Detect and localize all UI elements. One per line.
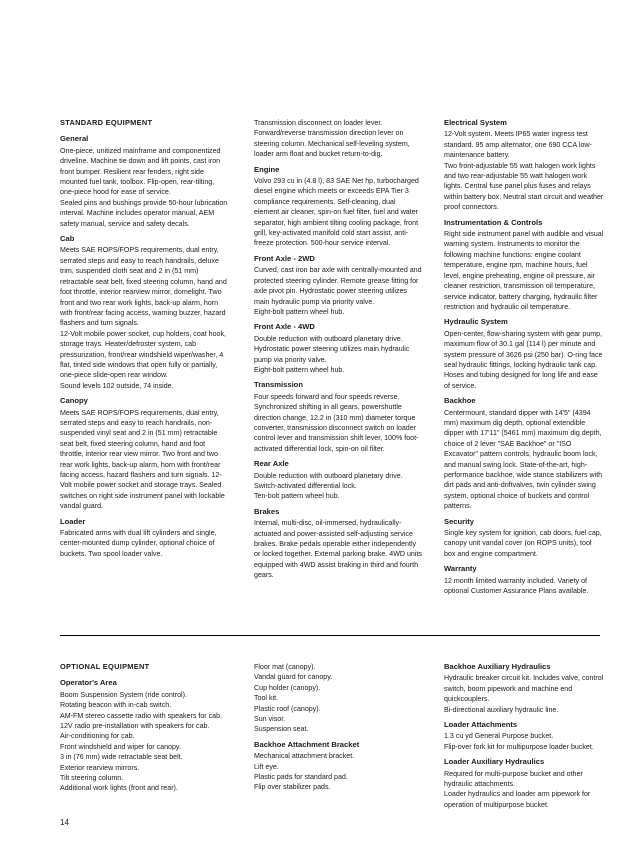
section-text: 12-Volt system. Meets IP65 water ingress test standard. 95 amp alternator, one 690 CCA low-maintenance battery. Two front-adjustable 55 watt halogen work lights and two rear-adjustable 55 watt halogen work lights. Central fuse panel plus fuses and relays within battery box. Neutral start circuit and weather proof connectors. bbox=[444, 130, 604, 212]
section-text: Open-center, flow-sharing system with gear pump, maximum flow of 30.1 gal (114 l) per minute and system pressure of 3626 psi (250 bar). O-ring face seal hydraulic fittings, locking hydraulic tank cap. Hoses and tubing designed for long life and ease of service. bbox=[444, 329, 603, 390]
standard-equipment-column-3 bbox=[444, 118, 604, 596]
section-text: Right side instrument panel with audible and visual warning system. Instruments to monitor the following machine functions: engine coolant temperature, engine rpm, machine hours, fuel level, engine preheating, engine oil pressure, air cleaner restriction, transmission oil temperature, service indicator, battery charging, hydraulic filter restriction and hydraulic oil temperature. bbox=[444, 230, 604, 311]
section-heading: Instrumentation & Controls bbox=[444, 217, 543, 227]
section-heading: Backhoe Attachment Bracket bbox=[254, 739, 360, 749]
standard-equipment-column-1 bbox=[60, 118, 228, 559]
section-text: Internal, multi-disc, oil-immersed, hydraulically-actuated and power-assisted self-adjusting service brakes. Brake pedals operable either independently or locked together. External parking brake. 4WD units equipped with 4WD assist braking in third and fourth gears. bbox=[254, 519, 422, 580]
section-text: Volvo 293 cu in (4.8 l), 83 SAE Net hp, turbocharged diesel engine which meets or exceeds EPA Tier 3 compliance requirements. Self-cleaning, dual element air cleaner, spin-on fuel filter, fuel and water separator, high ambient tilting cooling package, front grill, key-activated manifold cold start assist, anti-freeze protection. 500-hour service interval. bbox=[254, 177, 419, 248]
standard-equipment-title: STANDARD EQUIPMENT bbox=[60, 118, 153, 127]
section-text: Single key system for ignition, cab doors, fuel cap, canopy unit vandal cover (on ROPS units), tool box and engine compartment. bbox=[444, 529, 602, 558]
section-heading: Brakes bbox=[254, 506, 280, 516]
section-text: Double reduction with outboard planetary drive. Switch-activated differential lock. Ten-bolt pattern wheel hub. bbox=[254, 471, 403, 501]
section-divider bbox=[60, 635, 600, 636]
section-heading: Loader Attachments bbox=[444, 720, 518, 730]
section-text: Hydraulic breaker circuit kit. Includes valve, control switch, boom pipework and machine end quickcouplers. Bi-directional auxiliary hydraulic line. bbox=[444, 674, 604, 714]
page-number: 14 bbox=[60, 818, 69, 827]
section-heading: Cab bbox=[60, 234, 75, 244]
section-heading: Engine bbox=[254, 164, 280, 174]
section-heading: Warranty bbox=[444, 564, 477, 574]
section-heading: Hydraulic System bbox=[444, 317, 508, 327]
section-text: Double reduction with outboard planetary drive. Hydrostatic power steering utilizes main hydraulic pump via priority valve. Eight-bolt pattern wheel hub. bbox=[254, 334, 410, 374]
section-heading: Canopy bbox=[60, 396, 88, 406]
section-text: Boom Suspension System (ride control). Rotating beacon with in-cab switch. AM-FM stereo cassette radio with speakers for cab. 12V radio pre-installation with speakers for cab. Air-conditioning for cab. Front windshield and wiper for canopy. 3 in (76 mm) wide retractable seat belt. Exterior rearview mirrors. Tilt steering column. Additional work lights (front and rear). bbox=[60, 690, 223, 793]
section-heading: Front Axle - 4WD bbox=[254, 322, 315, 332]
section-heading: Front Axle - 2WD bbox=[254, 253, 315, 263]
optional-equipment-column-3 bbox=[444, 662, 604, 810]
section-text: Fabricated arms with dual lift cylinders and single, center-mounted dump cylinder, optional choice of buckets. Two spool loader valve. bbox=[60, 529, 217, 558]
section-text: One-piece, unitized mainframe and componentized driveline. Machine tie down and lift points, cast iron front bumper. Resilient rear fenders, right side mounted fuel tank, toolbox. Flip-open, rear-tilting, one-piece hood for ease of service. Sealed pins and bushings provide 50-hour lubrication interval. Machine includes operator manual, AEM safety manual, service and safety decals. bbox=[60, 146, 228, 228]
section-heading: Operator's Area bbox=[60, 678, 117, 688]
section-heading: Loader Auxiliary Hydraulics bbox=[444, 757, 545, 767]
optional-equipment-column-1 bbox=[60, 662, 228, 794]
section-heading: Backhoe Auxiliary Hydraulics bbox=[444, 662, 551, 671]
section-text: Centermount, standard dipper with 14'5" (4394 mm) maximum dig depth, optional extendible dipper with 17'11" (5461 mm) maximum dig depth, choice of 2 lever "SAE Backhoe" or "ISO Excavator" pattern controls, hydraulic boom lock, and manual swing lock. State-of-the-art, high-performance backhoe, wide stance stabilizers with dirt pads and anti-driftvalves, twin cylinder swing system, optional choice of buckets and control patterns. bbox=[444, 408, 603, 511]
section-text: Floor mat (canopy). Vandal guard for canopy. Cup holder (canopy). Tool kit. Plastic roof (canopy). Sun visor. Suspension seat. bbox=[254, 663, 333, 734]
section-heading: Transmission bbox=[254, 380, 303, 390]
section-text: Meets SAE ROPS/FOPS requirements, dual entry, serrated steps and easy to reach handrails, deluxe trim, suspended cloth seat and 2 in (51 mm) retractable seat belt, fixed steering column, hand and foot throttle, interior rearview mirror, domelight. Two front and two rear work lights, back-up alarm, horn with front/rear facing access, warning buzzer, hazard flashers and turn signals. 12-Volt mobile power socket, cup holders, coat hook, storage trays. Heater/defroster system, cab pressurization, front/rear windshield wiper/washer, 4 flat, tinted side windows that open fully or partially, one-piece slide-open rear window. Sound levels 102 outside, 74 inside. bbox=[60, 246, 227, 390]
section-text: Meets SAE ROPS/FOPS requirements, dual entry, serrated steps and easy to reach handrails, non-suspended vinyl seat and 2 in (51 mm) retractable seat belt, fixed steering column, hand and foot throttle, interior rear view mirror. Two front and two rear work lights, back-up alarm, horn with front/rear facing access, hazard flashers and turn signals. 12-Volt mobile power socket and storage trays. Sealed switches on right side instrument panel with lockable vandal guard. bbox=[60, 408, 225, 511]
section-text: Required for multi-purpose bucket and other hydraulic attachments. Loader hydraulics and loader arm pipework for operation of multipurpose bucket. bbox=[444, 769, 591, 809]
optional-equipment-column-2 bbox=[254, 662, 422, 793]
section-text: Mechanical attachment bracket. Lift eye. Plastic pads for standard pad. Flip over stabilizer pads. bbox=[254, 752, 355, 792]
section-text: Curved, cast iron bar axle with centrally-mounted and protected steering cylinder. Remote grease fitting for axle pivot pin. Hydrostatic power steering utilizes main hydraulic pump via priority valve. Eight-bolt pattern wheel hub. bbox=[254, 266, 422, 316]
section-text: Four speeds forward and four speeds reverse. Synchronized shifting in all gears, powershuttle direction change, 12.2 in (310 mm) diameter torque converter, transmission disconnect switch on loader control lever and transmission shift lever, 100% foot-activated differential lock, spin-on oil filter. bbox=[254, 392, 419, 453]
section-heading: Security bbox=[444, 516, 474, 526]
section-heading: Electrical System bbox=[444, 118, 507, 127]
section-heading: Loader bbox=[60, 516, 86, 526]
section-heading: Backhoe bbox=[444, 396, 476, 406]
section-text: 12 month limited warranty included. Variety of optional Customer Assurance Plans available. bbox=[444, 576, 589, 596]
section-heading: Rear Axle bbox=[254, 459, 289, 469]
optional-equipment-title: OPTIONAL EQUIPMENT bbox=[60, 662, 150, 671]
section-text: 1.3 cu yd General Purpose bucket. Flip-over fork kit for multipurpose loader bucket. bbox=[444, 732, 594, 751]
standard-equipment-column-2 bbox=[254, 118, 422, 581]
section-heading: General bbox=[60, 134, 89, 144]
section-text: Transmission disconnect on loader lever. Forward/reverse transmission direction lever on steering column. Mechanical self-leveling system, loader arm float and bucket return-to-dig. bbox=[254, 119, 410, 159]
